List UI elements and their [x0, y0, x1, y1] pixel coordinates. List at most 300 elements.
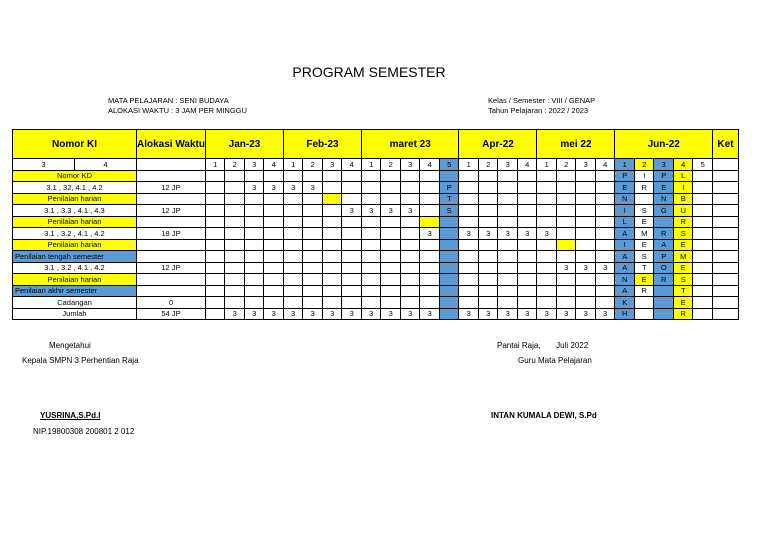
week-cell — [634, 193, 654, 205]
week-cell — [342, 274, 362, 286]
month-header: mei 22 — [537, 130, 615, 159]
week-number: 1 — [283, 159, 303, 171]
week-cell — [400, 170, 420, 182]
week-cell — [264, 274, 284, 286]
semester-program-table — [12, 129, 739, 320]
week-cell — [225, 297, 245, 309]
week-number: 1 — [205, 159, 225, 171]
week-cell — [439, 251, 459, 263]
week-cell — [322, 285, 342, 297]
week-cell — [244, 274, 264, 286]
week-number: 2 — [225, 159, 245, 171]
week-cell — [381, 228, 401, 240]
week-number: 5 — [439, 159, 459, 171]
subject-info — [108, 96, 247, 116]
week-cell — [498, 297, 518, 309]
week-cell: E — [673, 297, 693, 309]
week-cell — [576, 297, 596, 309]
week-cell — [205, 216, 225, 228]
week-cell — [478, 274, 498, 286]
week-cell: S — [634, 205, 654, 217]
ket-cell — [712, 251, 738, 263]
week-cell — [459, 182, 479, 194]
week-cell — [517, 216, 537, 228]
week-cell — [342, 251, 362, 263]
week-cell: I — [673, 182, 693, 194]
week-cell — [400, 239, 420, 251]
week-cell — [303, 193, 323, 205]
week-cell — [322, 262, 342, 274]
week-cell — [576, 193, 596, 205]
week-cell — [556, 193, 576, 205]
week-cell — [322, 216, 342, 228]
week-cell — [537, 285, 557, 297]
class-semester-label: Kelas / Semester : VIII / GENAP — [488, 96, 596, 105]
week-cell — [225, 182, 245, 194]
week-cell — [225, 262, 245, 274]
week-cell — [225, 170, 245, 182]
week-cell: A — [615, 262, 635, 274]
teacher-name: INTAN KUMALA DEWI, S.Pd — [491, 411, 597, 420]
week-cell — [361, 193, 381, 205]
week-cell — [654, 297, 674, 309]
week-cell: 3 — [517, 308, 537, 320]
ket-cell — [712, 182, 738, 194]
week-cell — [439, 274, 459, 286]
week-cell — [595, 274, 615, 286]
week-cell — [498, 285, 518, 297]
week-cell — [459, 170, 479, 182]
week-cell — [225, 239, 245, 251]
week-cell: I — [634, 170, 654, 182]
alokasi-empty — [137, 159, 206, 171]
week-cell: 3 — [420, 308, 440, 320]
time-allocation: 12 JP — [137, 262, 206, 274]
week-cell: 3 — [264, 182, 284, 194]
week-cell — [205, 274, 225, 286]
week-cell — [244, 216, 264, 228]
week-number: 4 — [420, 159, 440, 171]
week-cell — [205, 205, 225, 217]
week-cell: P — [654, 251, 674, 263]
table-row — [13, 239, 739, 251]
week-cell — [283, 216, 303, 228]
week-cell — [420, 170, 440, 182]
table-row — [13, 274, 739, 286]
kd-label: Penilaian harian — [13, 193, 137, 205]
week-cell — [303, 274, 323, 286]
week-cell — [322, 170, 342, 182]
week-cell: O — [654, 262, 674, 274]
week-cell — [342, 170, 362, 182]
week-cell — [381, 239, 401, 251]
week-cell — [283, 285, 303, 297]
week-cell — [478, 193, 498, 205]
week-cell — [459, 216, 479, 228]
week-cell — [517, 262, 537, 274]
week-cell — [283, 251, 303, 263]
week-cell — [225, 285, 245, 297]
time-allocation — [137, 239, 206, 251]
week-cell — [205, 193, 225, 205]
week-number: 1 — [615, 159, 635, 171]
week-cell — [361, 182, 381, 194]
kd-label: 3.1 , 3.2 , 4.1 , 4.2 — [13, 262, 137, 274]
week-cell — [595, 285, 615, 297]
time-allocation — [137, 170, 206, 182]
week-cell: 3 — [342, 205, 362, 217]
week-number: 3 — [244, 159, 264, 171]
week-cell — [517, 251, 537, 263]
week-cell — [576, 274, 596, 286]
week-cell: P — [615, 170, 635, 182]
week-cell — [205, 228, 225, 240]
month-header: maret 23 — [361, 130, 459, 159]
week-cell — [595, 205, 615, 217]
week-cell — [342, 228, 362, 240]
week-cell: S — [439, 205, 459, 217]
week-cell: E — [634, 216, 654, 228]
week-cell — [264, 228, 284, 240]
week-cell — [205, 251, 225, 263]
week-cell: 3 — [225, 308, 245, 320]
week-cell: M — [673, 251, 693, 263]
week-cell: T — [439, 193, 459, 205]
week-cell — [361, 274, 381, 286]
week-cell — [556, 182, 576, 194]
time-allocation: 12 JP — [137, 182, 206, 194]
week-cell — [595, 251, 615, 263]
week-number: 3 — [654, 159, 674, 171]
week-cell — [244, 193, 264, 205]
week-cell — [517, 239, 537, 251]
week-cell — [225, 274, 245, 286]
subject-label: MATA PELAJARAN : SENI BUDAYA — [108, 96, 229, 105]
week-cell — [303, 228, 323, 240]
header-nomor-ki: Nomor KI — [13, 130, 137, 159]
week-cell — [381, 274, 401, 286]
week-cell — [205, 285, 225, 297]
week-number: 4 — [264, 159, 284, 171]
week-cell — [225, 251, 245, 263]
week-cell — [537, 262, 557, 274]
week-cell: 3 — [303, 182, 323, 194]
week-cell — [634, 308, 654, 320]
week-cell — [537, 297, 557, 309]
week-cell — [556, 228, 576, 240]
kd-label: Penilaian tengah semester — [13, 251, 137, 263]
week-cell — [303, 216, 323, 228]
week-cell — [654, 216, 674, 228]
week-cell: A — [654, 239, 674, 251]
week-cell — [361, 239, 381, 251]
month-header: Apr-22 — [459, 130, 537, 159]
kd-label: 3.1 , 3.2 , 4.1 , 4.2 — [13, 228, 137, 240]
week-cell — [478, 297, 498, 309]
week-cell — [439, 170, 459, 182]
ket-cell — [712, 262, 738, 274]
week-cell: R — [654, 228, 674, 240]
week-cell: E — [634, 239, 654, 251]
week-cell — [322, 228, 342, 240]
class-info — [488, 96, 595, 116]
week-cell — [381, 297, 401, 309]
week-number: 2 — [634, 159, 654, 171]
week-cell — [459, 205, 479, 217]
week-cell: S — [673, 228, 693, 240]
week-number: 2 — [303, 159, 323, 171]
week-cell — [517, 297, 537, 309]
week-cell: L — [615, 216, 635, 228]
week-cell — [556, 251, 576, 263]
kd-label: Nomor KD — [13, 170, 137, 182]
week-cell: R — [673, 216, 693, 228]
week-cell — [576, 205, 596, 217]
week-cell — [478, 239, 498, 251]
week-cell — [205, 170, 225, 182]
week-cell — [498, 239, 518, 251]
week-cell — [537, 170, 557, 182]
ket-cell — [712, 216, 738, 228]
week-cell — [264, 285, 284, 297]
week-cell — [225, 193, 245, 205]
week-cell — [556, 297, 576, 309]
table-row — [13, 262, 739, 274]
week-cell: 3 — [537, 308, 557, 320]
week-cell — [537, 193, 557, 205]
week-cell: 3 — [420, 228, 440, 240]
week-cell: 3 — [576, 262, 596, 274]
week-cell: R — [634, 285, 654, 297]
kd-label: Penilaian harian — [13, 216, 137, 228]
week-number: 1 — [537, 159, 557, 171]
week-cell — [439, 297, 459, 309]
ket-cell — [712, 308, 738, 320]
week-cell — [420, 297, 440, 309]
week-cell — [342, 285, 362, 297]
week-cell: S — [673, 274, 693, 286]
week-cell — [478, 205, 498, 217]
week-cell: 3 — [478, 308, 498, 320]
week-cell — [400, 262, 420, 274]
week-cell: 3 — [283, 182, 303, 194]
week-cell — [478, 251, 498, 263]
week-cell: R — [634, 182, 654, 194]
time-allocation: 18 JP — [137, 228, 206, 240]
week-cell — [420, 205, 440, 217]
week-cell — [693, 170, 713, 182]
week-cell — [322, 251, 342, 263]
week-cell — [693, 251, 713, 263]
week-cell — [381, 182, 401, 194]
week-cell — [439, 285, 459, 297]
table-row — [13, 205, 739, 217]
week-cell: T — [634, 262, 654, 274]
kd-label: Penilaian harian — [13, 239, 137, 251]
week-cell: 3 — [322, 308, 342, 320]
week-cell — [205, 297, 225, 309]
week-cell — [361, 285, 381, 297]
week-cell — [361, 228, 381, 240]
time-allocation — [137, 285, 206, 297]
week-cell — [264, 170, 284, 182]
week-cell — [498, 216, 518, 228]
week-number: 5 — [693, 159, 713, 171]
ket-cell — [712, 285, 738, 297]
week-cell — [517, 274, 537, 286]
week-cell — [576, 228, 596, 240]
week-cell — [459, 285, 479, 297]
week-cell — [283, 297, 303, 309]
week-cell: B — [673, 193, 693, 205]
week-cell — [517, 193, 537, 205]
kd-label: 3.1 , 3.3 , 4.1 , 4.3 — [13, 205, 137, 217]
week-cell — [537, 182, 557, 194]
week-cell — [205, 262, 225, 274]
ket-cell — [712, 205, 738, 217]
week-number: 3 — [400, 159, 420, 171]
principal-acknowledge: Mengetahui — [49, 341, 91, 350]
week-cell — [381, 216, 401, 228]
week-cell — [693, 274, 713, 286]
week-cell — [459, 193, 479, 205]
week-cell — [342, 193, 362, 205]
week-cell — [303, 297, 323, 309]
ki-sub-number: 3 — [13, 159, 75, 171]
week-number: 4 — [673, 159, 693, 171]
week-cell — [303, 239, 323, 251]
ket-cell — [712, 297, 738, 309]
week-cell: 3 — [400, 205, 420, 217]
week-cell: G — [654, 205, 674, 217]
week-cell — [459, 262, 479, 274]
week-cell — [595, 193, 615, 205]
week-cell — [634, 297, 654, 309]
week-cell — [478, 216, 498, 228]
week-cell — [478, 170, 498, 182]
week-cell — [420, 274, 440, 286]
week-cell — [439, 262, 459, 274]
week-cell — [244, 251, 264, 263]
ket-cell — [712, 274, 738, 286]
week-cell: M — [634, 228, 654, 240]
week-cell: 3 — [381, 205, 401, 217]
week-number-row — [13, 159, 739, 171]
week-cell — [595, 297, 615, 309]
week-cell — [459, 274, 479, 286]
table-row — [13, 308, 739, 320]
ket-cell — [712, 228, 738, 240]
week-cell: 3 — [361, 308, 381, 320]
time-allocation: 12 JP — [137, 205, 206, 217]
week-cell — [400, 216, 420, 228]
week-cell — [205, 239, 225, 251]
week-cell — [439, 239, 459, 251]
week-cell — [498, 251, 518, 263]
week-cell — [537, 205, 557, 217]
week-cell — [400, 285, 420, 297]
week-cell — [244, 297, 264, 309]
week-cell — [693, 216, 713, 228]
week-cell — [322, 182, 342, 194]
week-cell: L — [673, 170, 693, 182]
week-number: 3 — [576, 159, 596, 171]
week-cell — [381, 170, 401, 182]
week-cell — [595, 216, 615, 228]
week-cell — [556, 170, 576, 182]
week-cell: 3 — [576, 308, 596, 320]
week-cell: 3 — [459, 228, 479, 240]
ket-cell — [712, 170, 738, 182]
week-cell — [420, 262, 440, 274]
week-number: 3 — [498, 159, 518, 171]
page-title: PROGRAM SEMESTER — [292, 64, 446, 80]
week-cell: 3 — [517, 228, 537, 240]
table-row — [13, 285, 739, 297]
week-cell — [303, 285, 323, 297]
week-cell — [205, 308, 225, 320]
week-cell: 3 — [400, 308, 420, 320]
week-cell — [342, 216, 362, 228]
week-cell — [693, 262, 713, 274]
week-cell — [283, 274, 303, 286]
week-cell — [693, 228, 713, 240]
week-cell — [322, 274, 342, 286]
week-cell — [654, 308, 674, 320]
week-number: 2 — [556, 159, 576, 171]
week-cell: 3 — [498, 228, 518, 240]
week-cell — [693, 285, 713, 297]
week-cell: E — [654, 182, 674, 194]
header-ket: Ket — [712, 130, 738, 159]
week-cell: H — [615, 308, 635, 320]
week-cell — [400, 297, 420, 309]
week-cell — [322, 193, 342, 205]
week-cell — [576, 216, 596, 228]
ket-cell — [712, 239, 738, 251]
table-row — [13, 170, 739, 182]
week-cell — [576, 182, 596, 194]
week-cell: A — [615, 251, 635, 263]
time-allocation — [137, 274, 206, 286]
week-cell — [517, 182, 537, 194]
week-cell — [205, 182, 225, 194]
week-cell — [361, 297, 381, 309]
kd-label: Cadangan — [13, 297, 137, 309]
week-cell — [303, 251, 323, 263]
week-cell — [400, 274, 420, 286]
week-cell: 3 — [478, 228, 498, 240]
time-allocation — [137, 251, 206, 263]
week-number: 4 — [517, 159, 537, 171]
kd-label: Jumlah — [13, 308, 137, 320]
week-cell: S — [634, 251, 654, 263]
week-cell — [264, 297, 284, 309]
week-cell — [556, 239, 576, 251]
table-row — [13, 193, 739, 205]
week-cell — [595, 170, 615, 182]
week-cell: N — [615, 274, 635, 286]
week-cell — [459, 297, 479, 309]
week-cell — [303, 170, 323, 182]
table-row — [13, 251, 739, 263]
week-cell — [537, 251, 557, 263]
week-cell — [303, 205, 323, 217]
week-cell — [595, 228, 615, 240]
week-cell — [439, 216, 459, 228]
week-cell — [361, 170, 381, 182]
week-cell: 3 — [595, 308, 615, 320]
